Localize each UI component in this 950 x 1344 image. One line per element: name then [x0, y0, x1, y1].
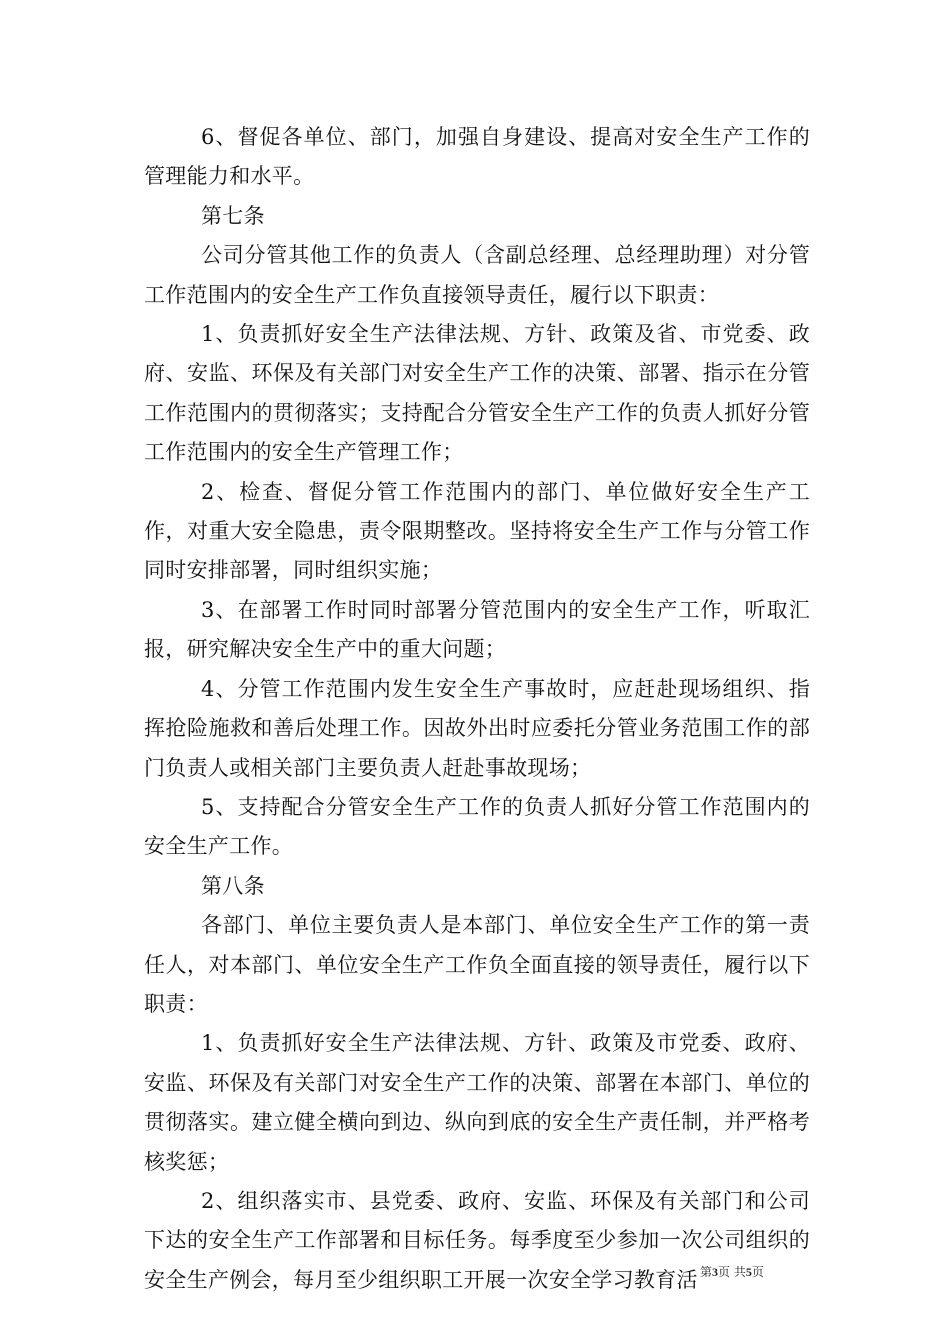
article-7-intro: 公司分管其他工作的负责人（含副总经理、总经理助理）对分管工作范围内的安全生产工作负直接领导责任，履行以下职责：	[144, 243, 810, 307]
article-8-item-2: 2、组织落实市、县党委、政府、安监、环保及有关部门和公司下达的安全生产工作部署和目标任务。每季度至少参加一次公司组织的安全生产例会，每月至少组织职工开展一次安全学习教育活	[144, 1188, 810, 1292]
total-pages-number: 5	[745, 1265, 752, 1279]
current-page-number: 3	[712, 1265, 719, 1279]
article-7-item-5: 5、支持配合分管安全生产工作的负责人抓好分管工作范围内的安全生产工作。	[144, 794, 810, 859]
article-8-intro: 各部门、单位主要负责人是本部门、单位安全生产工作的第一责任人，对本部门、单位安全生产工作负全面直接的领导责任，履行以下职责：	[144, 913, 810, 1016]
article-7-heading: 第七条	[201, 203, 265, 228]
article-7-item-2: 2、检查、督促分管工作范围内的部门、单位做好安全生产工作，对重大安全隐患，责令限期整改。坚持将安全生产工作与分管工作同时安排部署，同时组织实施；	[144, 479, 810, 583]
document-body	[144, 118, 810, 1300]
paragraph-item-6-supervise: 6、督促各单位、部门，加强自身建设、提高对安全生产工作的管理能力和水平。	[144, 125, 810, 189]
footer-suffix: 页	[751, 1265, 764, 1279]
footer-prefix: 第	[700, 1265, 713, 1279]
article-7-item-4: 4、分管工作范围内发生安全生产事故时，应赶赴现场组织、指挥抢险施救和善后处理工作。因故外出时应委托分管业务范围工作的部门负责人或相关部门主要负责人赶赴事故现场；	[144, 676, 810, 780]
page-footer	[700, 1264, 810, 1280]
footer-middle: 页 共	[718, 1265, 746, 1279]
article-7-item-1: 1、负责抓好安全生产法律法规、方针、政策及省、市党委、政府、安监、环保及有关部门对安全生产工作的决策、部署、指示在分管工作范围内的贯彻落实；支持配合分管安全生产工作的负责人抓好分管工作范围内的安全生产管理工作；	[144, 322, 810, 465]
article-8-heading: 第八条	[201, 873, 265, 898]
article-8-item-1: 1、负责抓好安全生产法律法规、方针、政策及市党委、政府、安监、环保及有关部门对安全生产工作的决策、部署在本部门、单位的贯彻落实。建立健全横向到边、纵向到底的安全生产责任制，并严格考核奖惩；	[144, 1031, 810, 1174]
article-7-item-3: 3、在部署工作时同时部署分管范围内的安全生产工作，听取汇报，研究解决安全生产中的重大问题；	[144, 597, 810, 662]
